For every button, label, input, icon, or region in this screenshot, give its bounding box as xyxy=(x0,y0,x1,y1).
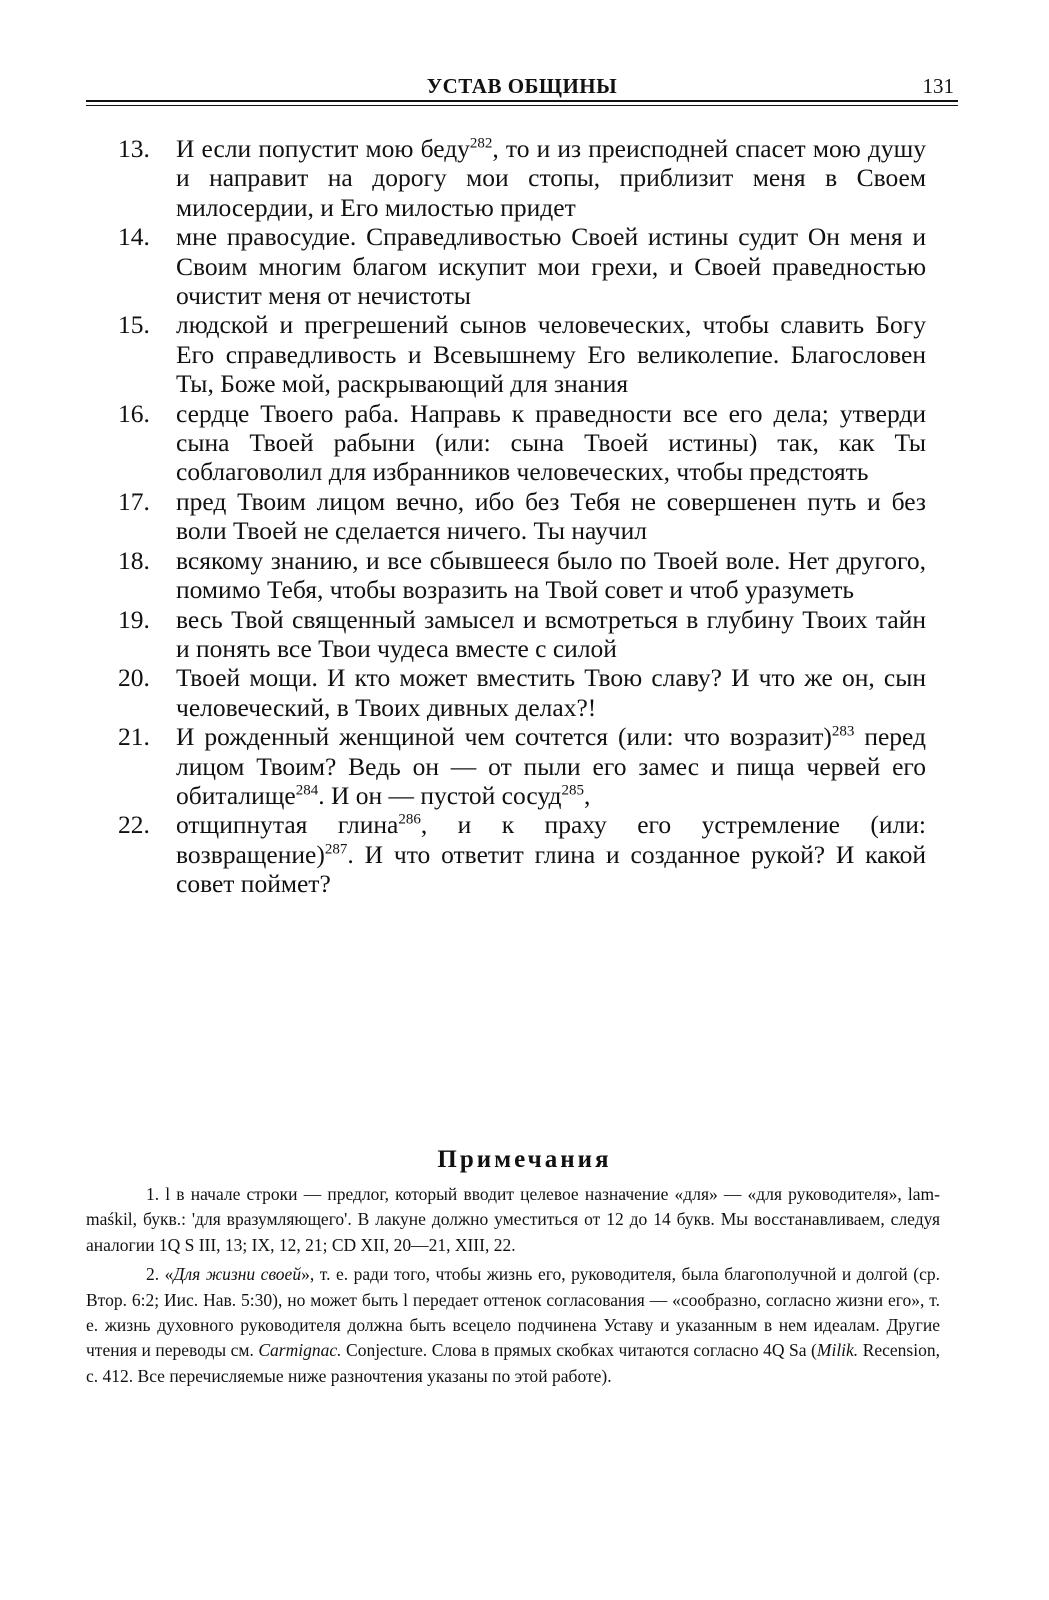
text-run: , то и из преисподней спасет мою душу и направит на дорогу мои стопы, приблизит меня в Своем милосердии, и Его милостью придет xyxy=(176,134,926,222)
text-run: перед лицом Твоим? Ведь он — от пыли его замес и пища червей его обиталище xyxy=(176,722,927,810)
verse-number: 13. xyxy=(118,134,150,163)
text-run: Conjecture. Слова в прямых скобках читаются согласно 4Q Sa ( xyxy=(341,1340,817,1361)
footnote-ref: 287 xyxy=(324,841,348,858)
verse xyxy=(118,222,926,310)
header-rule-thick xyxy=(86,100,958,102)
italic-text: Для жизни своей xyxy=(173,1264,302,1285)
verse-number: 16. xyxy=(118,398,150,428)
text-run: И рожденный женщиной чем сочтется (или: что возразит) xyxy=(176,722,832,752)
text-run: , xyxy=(584,780,591,810)
verse-number: 15. xyxy=(118,310,150,340)
verse-number: 17. xyxy=(118,486,150,516)
header-rule-thin xyxy=(86,105,958,106)
footnote-ref: 284 xyxy=(295,782,319,799)
verse-number: 18. xyxy=(118,545,150,575)
note-paragraph xyxy=(86,1262,940,1389)
verse xyxy=(118,663,926,722)
text-run: И если попустит мою беду xyxy=(176,134,470,163)
verse xyxy=(118,399,926,487)
footnote-ref: 286 xyxy=(398,811,421,828)
text-run: . И что ответит глина и созданное рукой? И какой совет поймет? xyxy=(176,839,926,899)
text-run: людской и прегрешений сынов человеческих, чтобы славить Богу Его справедливость и Всевышнему Его великолепие. Благословен Ты, Боже мой, раскрывающий для знания xyxy=(176,310,926,399)
text-run: весь Твой священный замысел и всмотреться в глубину Твоих тайн и понять все Твои чудеса вместе с силой xyxy=(176,604,926,663)
text-run: Recension, c. 412. Все перечисляемые ниже разночтения указаны по этой работе). xyxy=(86,1340,940,1386)
verse xyxy=(118,810,926,898)
text-run: отщипнутая глина xyxy=(176,810,399,840)
verse xyxy=(118,605,926,664)
running-title: УСТАВ ОБЩИНЫ xyxy=(426,74,618,98)
verse-list xyxy=(118,134,926,899)
footnote-ref: 283 xyxy=(831,723,855,740)
verse-number: 21. xyxy=(118,722,150,752)
verse-number: 19. xyxy=(118,604,150,634)
verse xyxy=(118,310,926,398)
verse xyxy=(118,134,926,222)
footnote-ref: 282 xyxy=(469,135,493,152)
footnote-ref: 285 xyxy=(561,782,584,799)
verse xyxy=(118,722,926,810)
verse-number: 20. xyxy=(118,663,150,693)
text-run: », т. е. ради того, чтобы жизнь его, руководителя, была благополучной и долгой (ср. Втор. 6:2; Иис. Нав. 5:30), но может быть l передает оттенок согласования — «сообразно, согласно жизни его», т. е. жизнь духовного руководителя должна быть всецело подчинена Уставу и указанным в нем идеалам. Другие чтения и переводы см. xyxy=(86,1264,941,1361)
notes-section xyxy=(86,1182,940,1393)
text-run: всякому знанию, и все сбывшееся было по Твоей воле. Нет другого, помимо Тебя, чтобы возразить на Твой совет и чтоб уразуметь xyxy=(176,545,926,605)
verse-number: 22. xyxy=(118,810,150,840)
text-run: Твоей мощи. И кто может вместить Твою славу? И что же он, сын человеческий, в Твоих дивных делах?! xyxy=(176,663,926,722)
text-run: пред Твоим лицом вечно, ибо без Тебя не совершенен путь и без воли Твоей не сделается ничего. Ты научил xyxy=(176,486,926,546)
verse xyxy=(118,487,926,546)
text-run: 1. l в начале строки — предлог, который вводит целевое назначение «для» — «для руководителя», lam-maśkil, букв.: 'для вразумляющего'. В лакуне должно уместиться от 12 до 14 букв. Мы восстанавливаем, следуя аналогии 1Q S III, 13; IX, 12, 21; CD XII, 20—21, XIII, 22. xyxy=(86,1184,940,1255)
notes-heading: Примечания xyxy=(437,1146,612,1173)
text-run: , и к праху его устремление (или: возвращение) xyxy=(176,810,926,869)
text-run: . И он — пустой сосуд xyxy=(318,780,562,810)
running-header xyxy=(86,68,958,108)
italic-text: Milik. xyxy=(816,1340,859,1361)
text-run: сердце Твоего раба. Направь к праведности все его дела; утверди сына Твоей рабыни (или: сына Твоей истины) так, как Ты соблаговолил для избранников человеческих, чтобы предстоять xyxy=(176,398,926,487)
text-run: 2. « xyxy=(146,1264,174,1285)
italic-text: Carmignac. xyxy=(258,1340,342,1361)
text-run: мне правосудие. Справедливостью Своей истины судит Он меня и Своим многим благом искупит мои грехи, и Своей праведностью очистит меня от нечистоты xyxy=(176,222,926,311)
note-paragraph xyxy=(86,1182,940,1258)
verse xyxy=(118,546,926,605)
page-number: 131 xyxy=(922,74,954,98)
verse-number: 14. xyxy=(118,222,150,252)
